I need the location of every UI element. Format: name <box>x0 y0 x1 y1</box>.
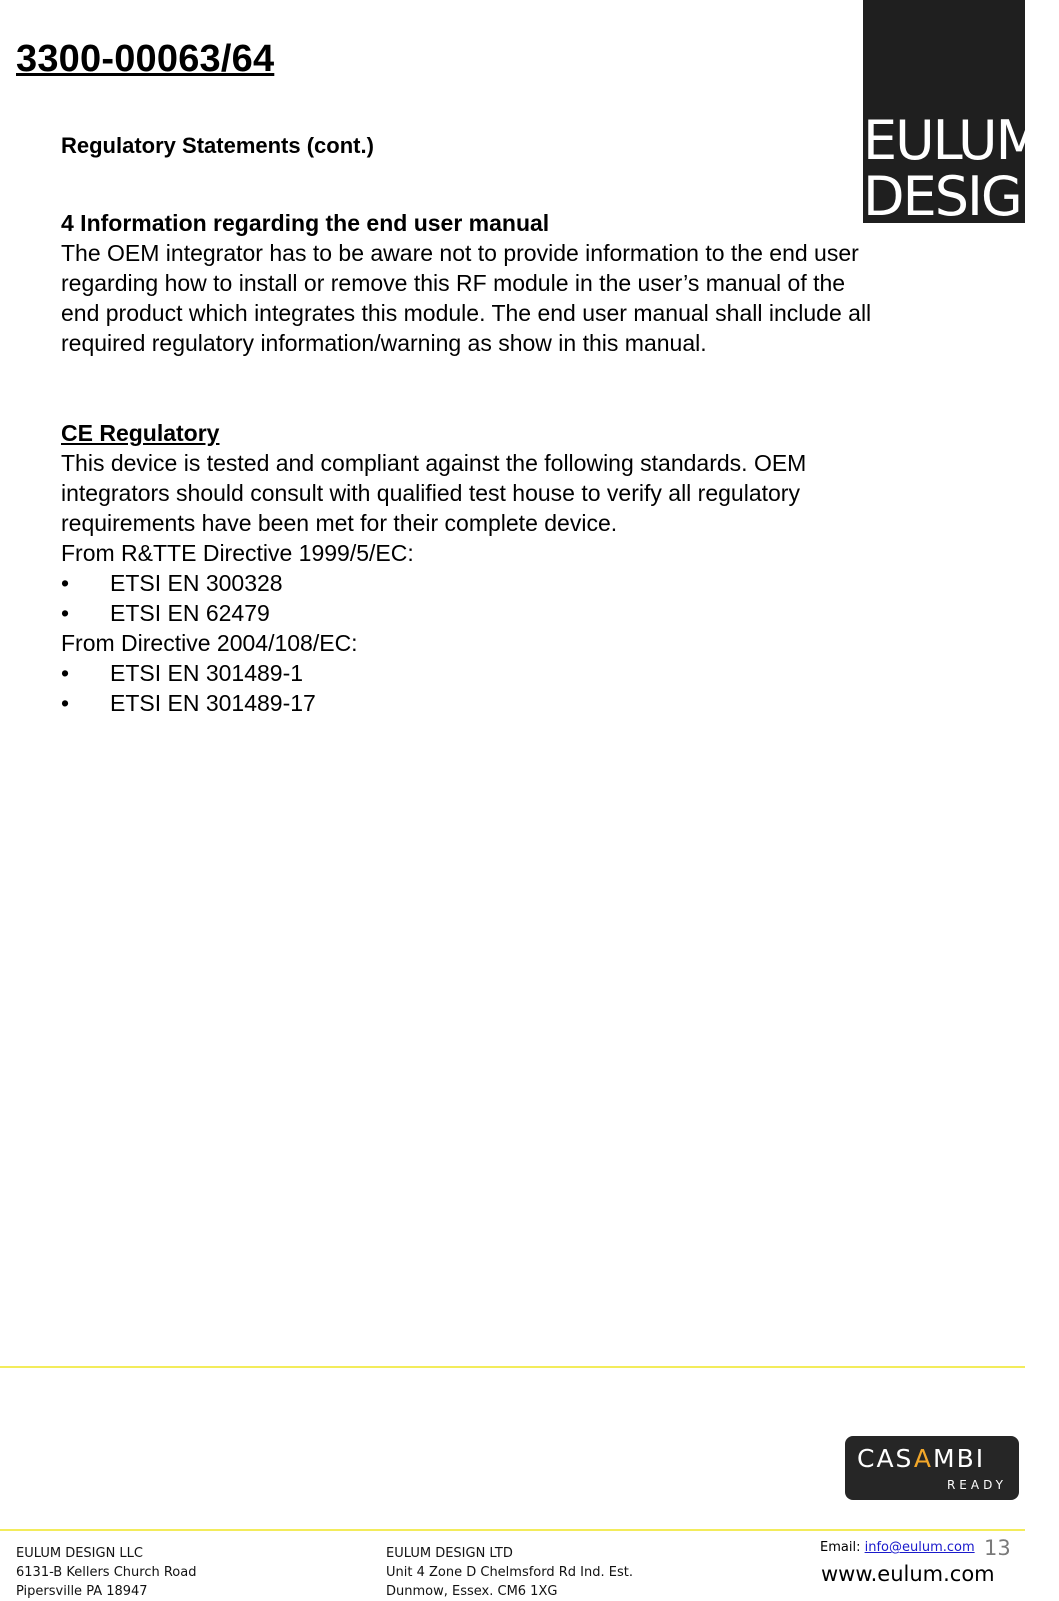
info-line: end product which integrates this module. The end user manual shall include all <box>61 300 872 326</box>
footer-email <box>820 1540 975 1555</box>
document-number: 3300-00063/64 <box>16 38 275 80</box>
ce-regulatory-title: CE Regulatory <box>61 420 220 446</box>
ce-line: requirements have been met for their complete device. <box>61 510 618 536</box>
standard-label: ETSI EN 300328 <box>110 570 283 596</box>
casambi-ready-text: READY <box>946 1478 1007 1492</box>
ce-regulatory-section <box>61 418 961 718</box>
info-line: The OEM integrator has to be aware not to provide information to the end user <box>61 240 859 266</box>
list-item <box>61 598 961 628</box>
logo-text-line-1: EULUM <box>863 109 1041 172</box>
ce-line: This device is tested and compliant against the following standards. OEM <box>61 450 807 476</box>
page-number: 13 <box>984 1536 1011 1560</box>
footer-website: www.eulum.com <box>821 1562 995 1586</box>
footer-company: EULUM DESIGN LTD <box>386 1546 513 1561</box>
ce-line: integrators should consult with qualified test house to verify all regulatory <box>61 480 800 506</box>
standard-label: ETSI EN 301489-1 <box>110 660 304 686</box>
footer-uk-address <box>386 1544 633 1601</box>
footer-company: EULUM DESIGN LLC <box>16 1546 143 1561</box>
bullet-icon: • <box>61 660 70 686</box>
bullet-icon: • <box>61 600 70 626</box>
footer-divider-bottom <box>0 1529 1025 1531</box>
footer-street: Unit 4 Zone D Chelmsford Rd Ind. Est. <box>386 1565 633 1580</box>
footer-divider-top <box>0 1366 1025 1368</box>
footer-city: Dunmow, Essex. CM6 1XG <box>386 1584 558 1599</box>
standard-label: ETSI EN 301489-17 <box>110 690 316 716</box>
bullet-icon: • <box>61 690 70 716</box>
list-item <box>61 688 961 718</box>
casambi-wordmark: CASAMBI <box>857 1444 986 1473</box>
footer-city: Pipersville PA 18947 <box>16 1584 148 1599</box>
ce-line: From R&TTE Directive 1999/5/EC: <box>61 540 414 566</box>
bullet-icon: • <box>61 570 70 596</box>
info-line: required regulatory information/warning as show in this manual. <box>61 330 707 356</box>
email-link[interactable]: info@eulum.com <box>864 1540 975 1555</box>
logo-text-line-2: DESIGN <box>863 165 1059 228</box>
end-user-manual-section <box>61 208 961 358</box>
directive-label: From Directive 2004/108/EC: <box>61 630 358 656</box>
end-user-manual-title: 4 Information regarding the end user manual <box>61 210 550 236</box>
footer-street: 6131-B Kellers Church Road <box>16 1565 197 1580</box>
footer-us-address <box>16 1544 196 1601</box>
standard-label: ETSI EN 62479 <box>110 600 270 626</box>
casambi-ready-logo <box>845 1436 1019 1500</box>
email-label: Email: <box>820 1540 865 1555</box>
eulum-design-logo <box>863 0 1059 228</box>
info-line: regarding how to install or remove this RF module in the user’s manual of the <box>61 270 846 296</box>
section-heading: Regulatory Statements (cont.) <box>61 133 374 158</box>
list-item <box>61 568 961 598</box>
list-item <box>61 658 961 688</box>
